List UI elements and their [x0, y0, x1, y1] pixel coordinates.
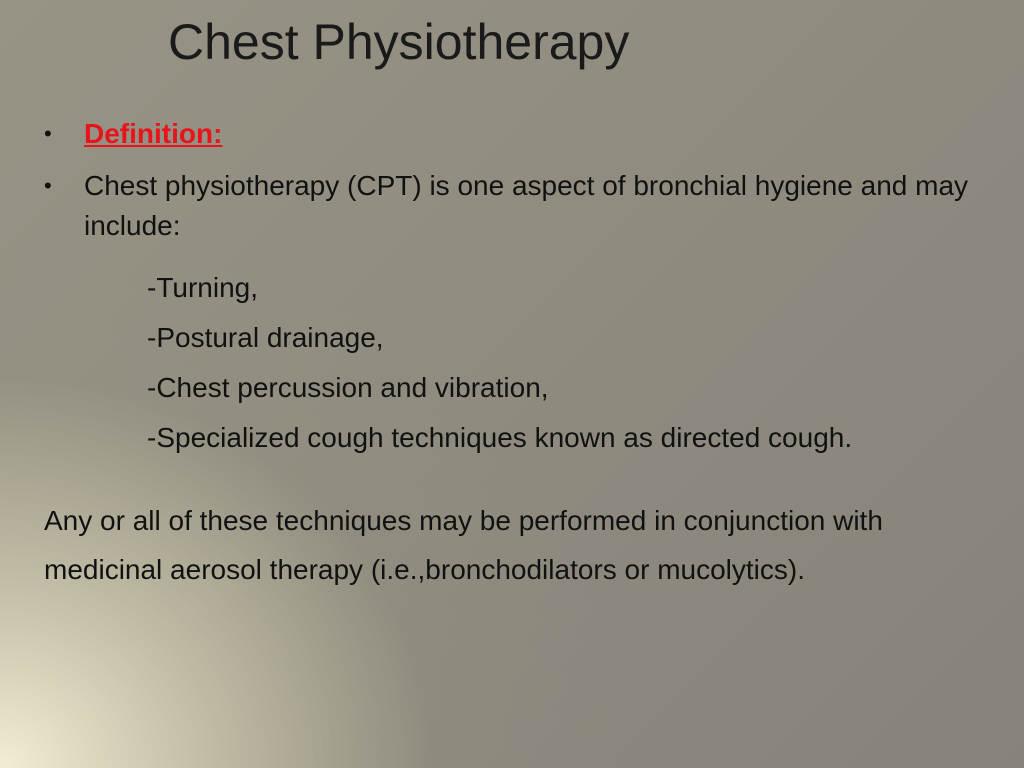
closing-paragraph: Any or all of these techniques may be performed in conjunction with medicinal aerosol therapy (i.e.,bronchodilators or mucolytics).	[44, 505, 883, 585]
bullet-cpt-description	[44, 166, 994, 246]
cpt-description-text: Chest physiotherapy (CPT) is one aspect of bronchial hygiene and may include:	[84, 170, 969, 241]
technique-item-directed-cough: -Specialized cough techniques known as directed cough.	[147, 422, 853, 453]
technique-item-postural-drainage: -Postural drainage,	[147, 322, 384, 353]
slide-title: Chest Physiotherapy	[168, 14, 630, 70]
bullet-dot-icon: •	[44, 173, 52, 198]
definition-label: Definition:	[84, 118, 223, 149]
technique-item-percussion-vibration: -Chest percussion and vibration,	[147, 372, 549, 403]
technique-list	[147, 263, 852, 463]
bullet-list	[44, 114, 994, 246]
bullet-dot-icon: •	[44, 121, 52, 146]
technique-item-turning: -Turning,	[147, 272, 259, 303]
bullet-definition	[44, 114, 994, 154]
